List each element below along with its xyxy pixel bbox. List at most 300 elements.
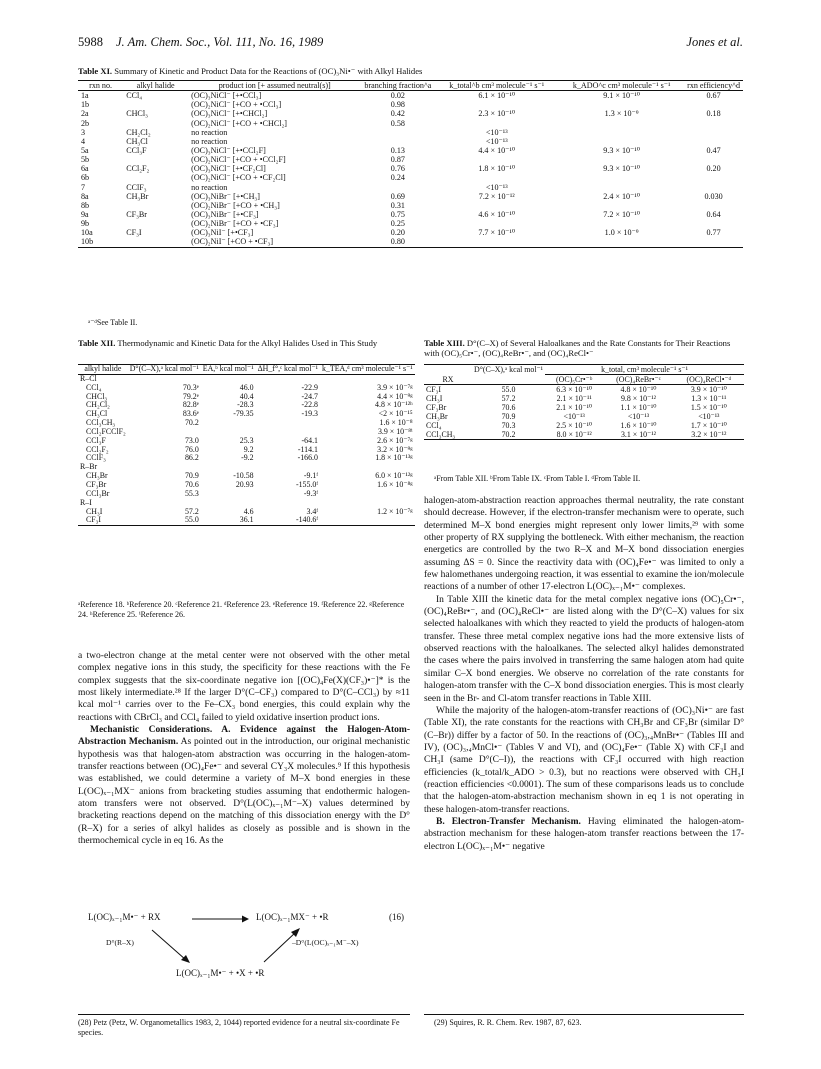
table11-cell-ktotal: 4.4 × 10⁻¹⁰ bbox=[478, 145, 516, 155]
table12-cell-halide: CH₃Cl bbox=[86, 409, 108, 419]
table13-row bbox=[424, 430, 744, 440]
table12-cell-halide: R–Cl bbox=[80, 373, 97, 383]
table11-cell-branching: 0.25 bbox=[390, 219, 405, 229]
table13-header-cr: (OC)₅Cr•⁻ᵇ bbox=[556, 375, 593, 384]
table11-cell-kado: 9.1 × 10⁻¹⁰ bbox=[603, 91, 641, 101]
table12-cell-d: 70.2 bbox=[184, 418, 199, 428]
table11-cell-rxn: 10a bbox=[81, 228, 93, 238]
table12-row bbox=[78, 419, 415, 428]
table11-cell-rxn: 6a bbox=[81, 164, 89, 174]
table11-cell-rxn: 5b bbox=[81, 155, 90, 165]
table13-cell-cr: 2.1 × 10⁻¹¹ bbox=[556, 394, 592, 403]
table11-row bbox=[78, 146, 743, 155]
table11-cell-rxn: 9b bbox=[81, 219, 90, 229]
table11-cell-rxn: 4 bbox=[81, 136, 86, 146]
table11-cell-product: (OC)₂NiCl⁻ [+CO + •CHCl₂] bbox=[191, 118, 287, 128]
table11-row bbox=[78, 201, 743, 210]
table12-cell-dh: -114.1 bbox=[297, 444, 318, 454]
table11-cell-kado: 9.3 × 10⁻¹⁰ bbox=[603, 145, 641, 155]
table11-cell-ktotal bbox=[434, 219, 559, 228]
table13-header-ktotal: k_total, cm³ molecule⁻¹ s⁻¹ bbox=[545, 365, 744, 375]
table11-cell-ktotal: 7.2 × 10⁻¹² bbox=[478, 191, 515, 201]
footnote-rule-left bbox=[78, 1014, 410, 1015]
table11-cell-efficiency bbox=[684, 219, 743, 228]
table11-cell-product: (OC)₃NiCl⁻ [+•CCl₃] bbox=[191, 91, 262, 101]
table11-cell-kado bbox=[559, 219, 684, 228]
table11-cell-halide bbox=[123, 119, 188, 128]
table11-cell-product: (OC)₂NiCl⁻ [+CO + •CF₂Cl] bbox=[191, 173, 286, 183]
table11-cell-halide: CH₃Br bbox=[126, 191, 149, 201]
table11-cell-efficiency bbox=[684, 128, 743, 137]
table11-row bbox=[78, 237, 743, 247]
table11-cell-product: no reaction bbox=[191, 136, 228, 146]
table11-cell-halide: CF₃Br bbox=[126, 209, 148, 219]
table11-cell-kado bbox=[559, 128, 684, 137]
table11-cell-efficiency: 0.67 bbox=[706, 91, 721, 101]
table12-header-k: k_TEA,ᵈ cm³ molecule⁻¹ s⁻¹ bbox=[321, 364, 413, 373]
table12-cell-ea: -79.35 bbox=[233, 409, 254, 419]
table11-row bbox=[78, 164, 743, 173]
table11-cell-kado bbox=[559, 100, 684, 109]
table11-row bbox=[78, 173, 743, 182]
table11-cell-kado: 2.4 × 10⁻¹⁰ bbox=[603, 191, 641, 201]
table12-cell-ea: 40.4 bbox=[239, 391, 254, 401]
table11-cell-halide: CCl₃F bbox=[126, 145, 147, 155]
table12-grid bbox=[78, 364, 415, 526]
table12-cell-d: 70.9 bbox=[184, 471, 199, 481]
table13-cell-rebr: 1.1 × 10⁻¹⁰ bbox=[620, 403, 657, 412]
table11-cell-halide: CH₃Cl bbox=[126, 136, 148, 146]
table11-cell-halide bbox=[123, 173, 188, 182]
table11-header-rxn: rxn no. bbox=[89, 81, 113, 90]
right-paragraph-4 bbox=[424, 816, 744, 853]
table12-cell-halide: R–I bbox=[80, 497, 92, 507]
table13-cell-d: 55.0 bbox=[501, 385, 516, 394]
table13-body bbox=[424, 385, 744, 440]
table11-cell-halide bbox=[123, 100, 188, 109]
table13-cell-d: 57.2 bbox=[501, 394, 516, 403]
table11-cell-kado bbox=[559, 173, 684, 182]
table12-cell-k: 3.9 × 10⁻⁷ᵍ bbox=[377, 382, 413, 392]
table11-cell-ktotal bbox=[434, 201, 559, 210]
section-heading-b: B. Electron-Transfer Mechanism. bbox=[436, 816, 581, 827]
table11-cell-efficiency: 0.47 bbox=[706, 145, 721, 155]
table13-row bbox=[424, 421, 744, 430]
table11-cell-branching: 0.80 bbox=[390, 237, 405, 247]
table12-cell-halide: CCl₂FCClF₂ bbox=[86, 426, 126, 436]
table11 bbox=[78, 80, 743, 248]
table11-cell-efficiency bbox=[684, 237, 743, 247]
table12-cell-halide: CHCl₃ bbox=[86, 391, 108, 401]
section-heading-a: Mechanistic Considerations. A. Evidence against the Halogen-Atom-Abstraction Mechanism. bbox=[78, 725, 410, 748]
table12-cell-k: 2.6 × 10⁻⁷ᵍ bbox=[377, 435, 413, 445]
table11-row bbox=[78, 119, 743, 128]
table11-cell-efficiency: 0.77 bbox=[706, 228, 721, 238]
table11-cell-ktotal: <10⁻¹³ bbox=[485, 127, 508, 137]
table12-cell-dh bbox=[256, 419, 320, 428]
table11-cell-ktotal bbox=[434, 237, 559, 247]
table11-cell-halide: CClF₃ bbox=[126, 182, 147, 192]
table12-header-ea: EA,ᵇ kcal mol⁻¹ bbox=[202, 364, 254, 373]
table12-cell-halide: CClF₃ bbox=[86, 453, 106, 463]
table12-cell-halide: CH₂Cl₂ bbox=[86, 400, 110, 410]
table11-row bbox=[78, 210, 743, 219]
table11-cell-branching: 0.31 bbox=[390, 200, 405, 210]
table11-header-kado: k_ADO^c cm³ molecule⁻¹ s⁻¹ bbox=[572, 81, 671, 90]
table11-row bbox=[78, 155, 743, 164]
table13-header-recl: (OC)₄ReCl•⁻ᵈ bbox=[686, 375, 732, 384]
table12-cell-halide: CH₃Br bbox=[86, 471, 108, 481]
table13-caption bbox=[424, 338, 744, 359]
footnote-29: (29) Squires, R. R. Chem. Rev. 1987, 87, 623. bbox=[434, 1018, 582, 1027]
table12-cell-d: 76.0 bbox=[184, 444, 199, 454]
table11-row bbox=[78, 100, 743, 109]
equation-bottom: L(OC)ₓ₋₁M•⁻ + •X + •R bbox=[176, 968, 265, 978]
table13-cell-recl: 3.2 × 10⁻¹² bbox=[691, 430, 727, 439]
table13-cell-rebr: 3.1 × 10⁻¹² bbox=[620, 430, 656, 439]
table11-cell-rxn: 3 bbox=[81, 127, 86, 137]
table11-cell-rxn: 8b bbox=[81, 200, 90, 210]
table11-header-efficiency: rxn efficiency^d bbox=[687, 81, 740, 90]
table13-cell-rx: CH₃I bbox=[426, 394, 443, 403]
table12-cell-dh: 3.4ᶠ bbox=[306, 506, 318, 516]
table11-cell-ktotal: 4.6 × 10⁻¹⁰ bbox=[478, 209, 516, 219]
table11-cell-product: (OC)₂NiI⁻ [+CO + •CF₃] bbox=[191, 237, 274, 247]
equation-left-arrow bbox=[148, 926, 192, 966]
table11-cell-rxn: 1b bbox=[81, 100, 90, 110]
table12-cell-k: 6.0 × 10⁻¹²ᵍ bbox=[375, 471, 413, 481]
table13-cell-recl: 3.9 × 10⁻¹⁰ bbox=[690, 385, 727, 394]
table11-cell-halide: CF₃I bbox=[126, 228, 142, 238]
table12-cell-ea: 9.2 bbox=[243, 444, 254, 454]
table11-cell-product: (OC)₂NiCl⁻ [+CO + •CCl₃] bbox=[191, 100, 282, 110]
table11-cell-product: (OC)₂NiBr⁻ [+CO + •CF₃] bbox=[191, 219, 279, 229]
table11-cell-branching: 0.98 bbox=[390, 100, 405, 110]
table11-cell-branching: 0.20 bbox=[390, 228, 405, 238]
equation-top-left: L(OC)ₓ₋₁M•⁻ + RX bbox=[88, 912, 161, 922]
table11-cell-branching bbox=[361, 137, 434, 146]
table11-header-branching: branching fraction^a bbox=[364, 81, 432, 90]
table11-cell-ktotal: <10⁻¹³ bbox=[485, 136, 508, 146]
table12-cell-d: 73.0 bbox=[184, 435, 199, 445]
table13-cell-rebr: 4.8 × 10⁻¹⁰ bbox=[620, 385, 657, 394]
table11-cell-product: no reaction bbox=[191, 127, 228, 137]
running-authors: Jones et al. bbox=[686, 35, 743, 49]
table12-cell-dh: -140.6ᶠ bbox=[295, 515, 318, 525]
table12-header-halide: alkyl halide bbox=[84, 364, 122, 373]
right-paragraph-3: While the majority of the halogen-atom-transfer reactions of (OC)₃Ni•⁻ are fast (Table XI), the rate constants for the reactions with CH₃Br and CF₃Br (similar D°(C–Br)) differ by a factor of 50. In the reactions of (OC)₃,₄MnBr•⁻ (Tables III and IV), (OC)₃,₄MnCl•⁻ (Tables V and VI), and (OC)₄Fe•⁻ (Table X) with CF₃I and CH₃I (same D°(C–I)), the reactions with CF₃I occurred with high reaction efficiencies (k_total/k_ADO > 0.3), but no reactions were observed with CH₃I (reaction efficiencies <0.0001). The sum of these comparisons leads us to conclude that the halogen-atom-abstraction mechanism shown in eq 1 is not operating in these halogen-atom-transfer reactions. bbox=[424, 705, 744, 815]
table11-cell-product: (OC)₂NiCl⁻ [+CO + •CCl₂F] bbox=[191, 155, 286, 165]
table12-cell-ea: -10.58 bbox=[233, 471, 254, 481]
equation-forward-arrow bbox=[190, 914, 250, 924]
table11-cell-efficiency bbox=[684, 183, 743, 192]
equation-16 bbox=[78, 912, 410, 990]
table12-cell-k bbox=[320, 490, 415, 499]
table12-cell-halide: CCl₄ bbox=[86, 382, 102, 392]
table11-cell-efficiency bbox=[684, 173, 743, 182]
table12-cell-halide: CCl₃F bbox=[86, 435, 106, 445]
table11-cell-branching bbox=[361, 128, 434, 137]
table12-row bbox=[78, 454, 415, 463]
right-paragraph-1: halogen-atom-abstraction reaction approaches thermal neutrality, the rate constant should decrease. However, if the electron-transfer mechanism were to operate, such determined M–X bond energies might represent only lower limits,²⁹ with some other property of RX supplying the bottleneck. With either mechanism, the reaction energetics are controlled by the two R–X and M–X bond dissociation energies assuming ΔS = 0. Since the reactivity data with (OC)₄Fe•⁻ was limited to only a few halomethanes undergoing reaction, it was essential to examine the ion/molecule reactions of a number of other 17-electron L(OC)ₓ₋₁M•⁻ complexes. bbox=[424, 496, 744, 593]
table11-row bbox=[78, 183, 743, 192]
table11-cell-branching: 0.42 bbox=[390, 109, 405, 119]
table12-cell-halide: CCl₃Br bbox=[86, 488, 110, 498]
table11-cell-branching: 0.87 bbox=[390, 155, 405, 165]
table11-cell-product: (OC)₃NiCl⁻ [+•CHCl₂] bbox=[191, 109, 268, 119]
table13-cell-recl: 1.7 × 10⁻¹⁰ bbox=[690, 421, 727, 430]
left-paragraph-1: a two-electron change at the metal center were not observed with the other metal complex negative ions in this study, the specificity for these reactions with the Fe complex suggests that the six-coordinate negative ion [(OC)₄Fe(X)(CF₃)•⁻]* is the most likely intermediate.²⁸ If the larger D°(C–CF₃) compared to D°(C–CCl₃) by ≈11 kcal mol⁻¹ carries over to the Fe–CX₃ bond energies, this could explain why the reactions with CBrCl₃ and CCl₄ failed to yield oxidative insertion product ions. bbox=[78, 651, 410, 723]
table13-header-rx: RX bbox=[442, 375, 454, 384]
table11-cell-halide: CHCl₃ bbox=[126, 109, 148, 119]
table12-cell-dh: -166.0 bbox=[297, 453, 318, 463]
table12-cell-d: 55.0 bbox=[184, 515, 199, 525]
table11-row bbox=[78, 192, 743, 201]
table13-cell-cr: 2.1 × 10⁻¹⁰ bbox=[556, 403, 593, 412]
table11-cell-kado bbox=[559, 201, 684, 210]
table11-cell-efficiency bbox=[684, 201, 743, 210]
table11-cell-kado: 1.3 × 10⁻⁹ bbox=[604, 109, 639, 119]
table13-cell-cr: <10⁻¹³ bbox=[563, 412, 585, 421]
table11-cell-ktotal: 6.1 × 10⁻¹⁰ bbox=[478, 91, 516, 101]
table12-cell-k: 3.9 × 10⁻⁸ⁱ bbox=[377, 426, 413, 436]
table11-cell-efficiency bbox=[684, 137, 743, 146]
table11-row bbox=[78, 219, 743, 228]
table11-cell-kado bbox=[559, 137, 684, 146]
table12-cell-dh: -155.0ᶠ bbox=[295, 479, 318, 489]
table11-header-product: product ion [+ assumed neutral(s)] bbox=[218, 81, 331, 90]
table11-cell-kado: 7.2 × 10⁻¹⁰ bbox=[603, 209, 641, 219]
table12-cell-ea: 46.0 bbox=[239, 382, 254, 392]
table11-cell-efficiency: 0.64 bbox=[706, 209, 721, 219]
equation-label-right: –D°(L(OC)ₓ₋₁M⁻–X) bbox=[292, 938, 359, 947]
table12-cell-d: 57.2 bbox=[184, 506, 199, 516]
table13-row bbox=[424, 412, 744, 421]
table11-footnote: ᵃ⁻ᵈSee Table II. bbox=[88, 318, 138, 327]
table11-cell-halide: CCl₄ bbox=[126, 91, 143, 101]
table12-cell-k: 4.8 × 10⁻¹²ʰ bbox=[375, 400, 413, 410]
table11-cell-efficiency: 0.20 bbox=[706, 164, 721, 174]
footnote-28: (28) Petz (Petz, W. Organometallics 1983, 2, 1044) reported evidence for a neutral six-coordinate Fe species. bbox=[78, 1018, 400, 1037]
table11-cell-product: (OC)₃NiCl⁻ [+•CCl₂F] bbox=[191, 145, 266, 155]
table11-cell-halide bbox=[123, 219, 188, 228]
table13-cell-rx: CF₃I bbox=[426, 385, 442, 394]
table12-cell-halide: CH₃I bbox=[86, 506, 103, 516]
equation-label-left: D°(R–X) bbox=[106, 938, 134, 947]
table11-cell-kado bbox=[559, 155, 684, 164]
right-paragraph-4-text: Having eliminated the halogen-atom-abstraction mechanism for these halogen-atom transfer reactions between the 17-electron L(OC)ₓ₋₁M•⁻ negative bbox=[424, 816, 744, 852]
table12-cell-halide: CCl₂F₂ bbox=[86, 444, 109, 454]
table13-row bbox=[424, 403, 744, 412]
table13-cell-rx: CF₃Br bbox=[426, 403, 447, 412]
table11-row bbox=[78, 109, 743, 118]
table11-cell-ktotal: 1.8 × 10⁻¹⁰ bbox=[478, 164, 516, 174]
table12-caption bbox=[78, 338, 410, 348]
table11-cell-efficiency: 0.030 bbox=[704, 191, 723, 201]
table11-cell-branching: 0.02 bbox=[390, 91, 405, 101]
page-number: 5988 bbox=[78, 35, 103, 49]
table11-cell-kado bbox=[559, 119, 684, 128]
table12-cell-dh: -9.3ᶠ bbox=[303, 488, 318, 498]
table12-cell-ea: -28.3 bbox=[237, 400, 254, 410]
table13-cell-d: 70.6 bbox=[501, 403, 516, 412]
table11-cell-rxn: 8a bbox=[81, 191, 89, 201]
table12-cell-d: 83.6ᵉ bbox=[182, 409, 199, 419]
table12-cell-d: 79.2ᵉ bbox=[182, 391, 199, 401]
table11-cell-rxn: 6b bbox=[81, 173, 90, 183]
table12-cell-d: 86.2 bbox=[184, 453, 199, 463]
table11-cell-halide: CH₂Cl₂ bbox=[126, 127, 151, 137]
equation-top-right: L(OC)ₓ₋₁MX⁻ + •R bbox=[256, 912, 329, 922]
table11-cell-rxn: 10b bbox=[81, 237, 94, 247]
table12-cell-d: 82.8ᵉ bbox=[182, 400, 199, 410]
table12-cell-ea: 25.3 bbox=[239, 435, 254, 445]
table13-row bbox=[424, 394, 744, 403]
table11-cell-rxn: 9a bbox=[81, 209, 89, 219]
table12-cell-ea: 4.6 bbox=[243, 506, 254, 516]
table13-cell-cr: 8.0 × 10⁻¹² bbox=[556, 430, 592, 439]
table12-cell-d: 70.3ᵉ bbox=[182, 382, 199, 392]
table13-cell-d: 70.9 bbox=[501, 412, 516, 421]
table13-cell-d: 70.2 bbox=[501, 430, 516, 439]
table12-cell-d: 70.6 bbox=[184, 479, 199, 489]
table11-cell-halide bbox=[123, 201, 188, 210]
table12-cell-k: 4.4 × 10⁻⁹ᵍ bbox=[377, 391, 413, 401]
table11-cell-product: (OC)₂NiBr⁻ [+CO + •CH₃] bbox=[191, 200, 280, 210]
table13 bbox=[424, 364, 744, 440]
table12-cell-d: 55.3 bbox=[184, 488, 199, 498]
table12-cell-dh: -9.1ᶠ bbox=[303, 471, 318, 481]
table11-cell-product: (OC)₃NiBr⁻ [+•CH₃] bbox=[191, 191, 260, 201]
table12-cell-halide: CF₃I bbox=[86, 515, 102, 525]
table11-cell-ktotal bbox=[434, 155, 559, 164]
table13-label: Table XIII. bbox=[424, 338, 465, 348]
left-paragraph-2 bbox=[78, 724, 410, 847]
table12-cell-k bbox=[320, 516, 415, 525]
table11-cell-efficiency bbox=[684, 119, 743, 128]
table13-cell-rebr: 1.6 × 10⁻¹⁰ bbox=[620, 421, 657, 430]
table13-cell-cr: 2.5 × 10⁻¹⁰ bbox=[556, 421, 593, 430]
table11-cell-branching: 0.76 bbox=[390, 164, 405, 174]
table13-cell-cr: 6.3 × 10⁻¹⁰ bbox=[556, 385, 593, 394]
table12-row bbox=[78, 481, 415, 490]
table13-grid bbox=[424, 364, 744, 440]
table11-cell-product: (OC)₃NiCl⁻ [+•CF₂Cl] bbox=[191, 164, 266, 174]
right-column-text bbox=[424, 495, 744, 853]
table11-cell-branching: 0.24 bbox=[390, 173, 405, 183]
table11-cell-rxn: 7 bbox=[81, 182, 86, 192]
table11-cell-efficiency bbox=[684, 155, 743, 164]
table11-cell-product: (OC)₃NiI⁻ [+•CF₃] bbox=[191, 228, 254, 238]
table11-cell-kado: 1.0 × 10⁻⁹ bbox=[604, 228, 639, 238]
table12-cell-ea bbox=[201, 419, 256, 428]
table13-cell-recl: 1.5 × 10⁻¹⁰ bbox=[690, 403, 727, 412]
table13-cell-d: 70.3 bbox=[501, 421, 516, 430]
table11-cell-ktotal: 2.3 × 10⁻¹⁰ bbox=[478, 109, 516, 119]
table12-cell-dh: -64.1 bbox=[301, 435, 318, 445]
table11-cell-rxn: 5a bbox=[81, 145, 89, 155]
table11-cell-halide: CCl₂F₂ bbox=[126, 164, 150, 174]
table11-label: Table XI. bbox=[78, 66, 113, 76]
table12-cell-ea: -9.2 bbox=[241, 453, 254, 463]
table11-row bbox=[78, 228, 743, 237]
table12-body bbox=[78, 374, 415, 525]
table12-title: Thermodynamic and Kinetic Data for the Alkyl Halides Used in This Study bbox=[117, 338, 378, 348]
right-paragraph-2: In Table XIII the kinetic data for the metal complex negative ions (OC)₅Cr•⁻, (OC)₄ReBr•⁻, and (OC)₄ReCl•⁻ are listed along with the D°(C–X) values for six selected haloalkanes with which they reacted to yield the products of halogen-atom transfer. These three metal complex negative ions had the more extensive lists of observed reactions with the haloalkanes. The selected alkyl halides demonstrated the cases where the pairs involved in transferring the same halogen atom had quite similar C–X bond energies. We observe no correlation of the rate constants for halogen-atom transfer with the C–X bond dissociation energies. This is most clearly seen in the Br- and Cl-atom transfer reactions in Table XIII. bbox=[424, 594, 744, 704]
table11-cell-ktotal bbox=[434, 173, 559, 182]
table12-cell-ea: 36.1 bbox=[239, 515, 254, 525]
table13-cell-rx: CH₃Br bbox=[426, 412, 448, 421]
table13-cell-rebr: 9.8 × 10⁻¹² bbox=[620, 394, 656, 403]
table11-row bbox=[78, 137, 743, 146]
table11-cell-kado: 9.3 × 10⁻¹⁰ bbox=[603, 164, 641, 174]
table13-row bbox=[424, 385, 744, 395]
table12 bbox=[78, 364, 413, 526]
table11-cell-branching: 0.13 bbox=[390, 145, 405, 155]
table11-header-ktotal: k_total^b cm³ molecule⁻¹ s⁻¹ bbox=[449, 81, 545, 90]
table11-grid bbox=[78, 80, 743, 248]
table11-cell-branching: 0.58 bbox=[390, 118, 405, 128]
table13-cell-recl: <10⁻¹³ bbox=[698, 412, 720, 421]
table11-cell-branching: 0.69 bbox=[390, 191, 405, 201]
table11-cell-rxn: 2a bbox=[81, 109, 89, 119]
table12-cell-ea: 20.93 bbox=[235, 479, 254, 489]
table12-footnote: ᵃReference 18. ᵇReference 20. ᶜReference 21. ᵈReference 23. ᵉReference 19. ᶠReference 22. ᵍReference 24. ʰReference 25. ⁱReference 26. bbox=[78, 600, 405, 619]
table11-cell-halide bbox=[123, 155, 188, 164]
left-column-text bbox=[78, 650, 410, 848]
table12-row bbox=[78, 410, 415, 419]
table12-cell-dh: -24.7 bbox=[301, 391, 318, 401]
table11-caption bbox=[78, 66, 743, 76]
table11-cell-branching: 0.75 bbox=[390, 209, 405, 219]
table11-cell-product: no reaction bbox=[191, 182, 228, 192]
table11-cell-efficiency: 0.18 bbox=[706, 109, 721, 119]
table12-cell-halide: CCl₃CH₃ bbox=[86, 418, 116, 428]
table11-cell-kado bbox=[559, 237, 684, 247]
table12-cell-k: 1.6 × 10⁻⁸ bbox=[379, 418, 413, 428]
table12-cell-halide: R–Br bbox=[80, 462, 98, 472]
table11-cell-ktotal: <10⁻¹³ bbox=[485, 182, 508, 192]
table11-cell-product: (OC)₃NiBr⁻ [+•CF₃] bbox=[191, 209, 259, 219]
table11-row bbox=[78, 128, 743, 137]
table11-header-halide: alkyl halide bbox=[136, 81, 175, 90]
table12-header-dh: ΔH_f°,ᶜ kcal mol⁻¹ bbox=[257, 364, 318, 373]
table11-cell-branching bbox=[361, 183, 434, 192]
table12-cell-k: 1.6 × 10⁻⁸ᵍ bbox=[377, 479, 413, 489]
table13-cell-rx: CCl₄ bbox=[426, 421, 442, 430]
table12-cell-dh: -19.3 bbox=[301, 409, 318, 419]
table13-footnote: ᵃFrom Table XII. ᵇFrom Table IX. ᶜFrom Table I. ᵈFrom Table II. bbox=[434, 474, 641, 483]
table11-cell-rxn: 1a bbox=[81, 91, 89, 101]
left-paragraph-2-text: As pointed out in the introduction, our original mechanistic hypothesis was that halogen-atom abstraction was occurring in the halogen-atom-transfer reactions between (OC)₄Fe•⁻ and several CY₃X molecules.⁹ If this hypothesis was established, we could determine a variety of M–X bond energies in these L(OC)ₓ₋₁MX⁻ anions from bracketing studies assuming that endothermic halogen-atom transfers were not observed. D°(L(OC)ₓ₋₁M⁻–X) values determined by bracketing reactions depend on the matching of this dissociation energy with the D°(R–X) for a series of alkyl halides as closely as possible and is shown in the thermochemical cycle in eq 16. As the bbox=[78, 737, 410, 847]
table12-cell-k: <2 × 10⁻¹⁵ bbox=[378, 409, 413, 419]
table12-cell-dh: -22.8 bbox=[301, 400, 318, 410]
table11-cell-rxn: 2b bbox=[81, 118, 90, 128]
table12-row bbox=[78, 516, 415, 525]
table12-header-d: D°(C–X),ᵃ kcal mol⁻¹ bbox=[129, 364, 199, 373]
table12-label: Table XII. bbox=[78, 338, 116, 348]
table12-cell-k: 1.2 × 10⁻⁷ᵍ bbox=[377, 506, 413, 516]
table12-row bbox=[78, 490, 415, 499]
table13-cell-rebr: <10⁻¹³ bbox=[627, 412, 650, 421]
table11-cell-efficiency bbox=[684, 100, 743, 109]
table12-cell-ea bbox=[201, 490, 256, 499]
table13-header-rebr: (OC)₄ReBr•⁻ᶜ bbox=[616, 375, 661, 384]
equation-number: (16) bbox=[389, 912, 404, 922]
footnote-rule-right bbox=[424, 1014, 744, 1015]
table12-cell-dh: -22.9 bbox=[301, 382, 318, 392]
table11-body bbox=[78, 91, 743, 247]
